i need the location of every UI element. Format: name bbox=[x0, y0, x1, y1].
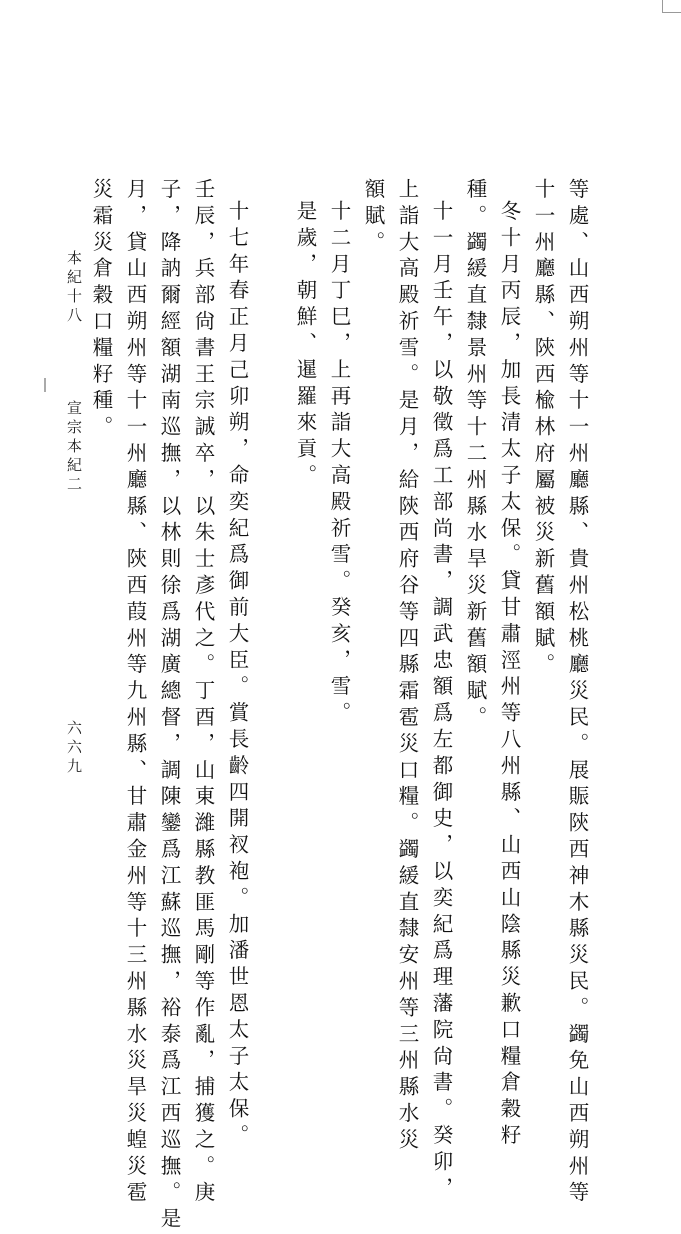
text-column-9: 是歲，朝鮮、暹羅來貢。 bbox=[293, 200, 317, 491]
text-column-11: 壬辰，兵部尙書王宗誠卒，以朱士彥代之。丁酉，山東濰縣教匪馬剛等作亂，捕獲之。庚 bbox=[191, 178, 215, 1208]
text-column-6: 上詣大高殿祈雪。是月，給陝西府谷等四縣霜雹災口糧。蠲緩直隸安州等三州縣水災 bbox=[395, 178, 419, 1155]
text-column-7: 額賦。 bbox=[361, 178, 385, 258]
text-column-4: 種。蠲緩直隸景州等十二州縣水旱災新舊額賦。 bbox=[463, 178, 487, 733]
text-column-14: 災霜災倉穀口糧籽種。 bbox=[89, 178, 113, 442]
text-column-12: 子，降訥爾經額湖南巡撫，以林則徐爲湖廣總督，調陳鑾爲江蘇巡撫，裕泰爲江西巡撫。是 bbox=[157, 178, 181, 1234]
header-center: 宣宗本紀二 bbox=[65, 400, 83, 495]
gutter-mark bbox=[44, 378, 46, 392]
text-column-2: 十一州廳縣、陝西楡林府屬被災新舊額賦。 bbox=[531, 178, 555, 680]
header-left: 本紀十八 bbox=[65, 250, 83, 326]
text-column-3: 冬十月丙辰，加長清太子太保。貸甘肅涇州等八州縣、山西山陰縣災歉口糧倉穀籽 bbox=[497, 200, 521, 1151]
text-column-10: 十七年春正月己卯朔，命奕紀爲御前大臣。賞長齡四開衩袍。加潘世恩太子太保。 bbox=[225, 200, 249, 1151]
scan-corner-mark bbox=[662, 0, 681, 13]
text-column-13: 月，貸山西朔州等十一州廳縣、陝西葭州等九州縣、甘肅金州等十三州縣水災旱災蝗災雹 bbox=[123, 178, 147, 1208]
text-column-8: 十二月丁巳，上再詣大高殿祈雪。癸亥，雪。 bbox=[327, 200, 351, 728]
page-number: 六六九 bbox=[65, 720, 83, 777]
text-column-5: 十一月壬午，以敬徵爲工部尚書，調武忠額爲左都御史，以奕紀爲理藩院尙書。癸卯， bbox=[429, 200, 453, 1204]
text-column-1: 等處、山西朔州等十一州廳縣、貴州松桃廳災民。展賑陝西神木縣災民。蠲免山西朔州等 bbox=[565, 178, 589, 1208]
